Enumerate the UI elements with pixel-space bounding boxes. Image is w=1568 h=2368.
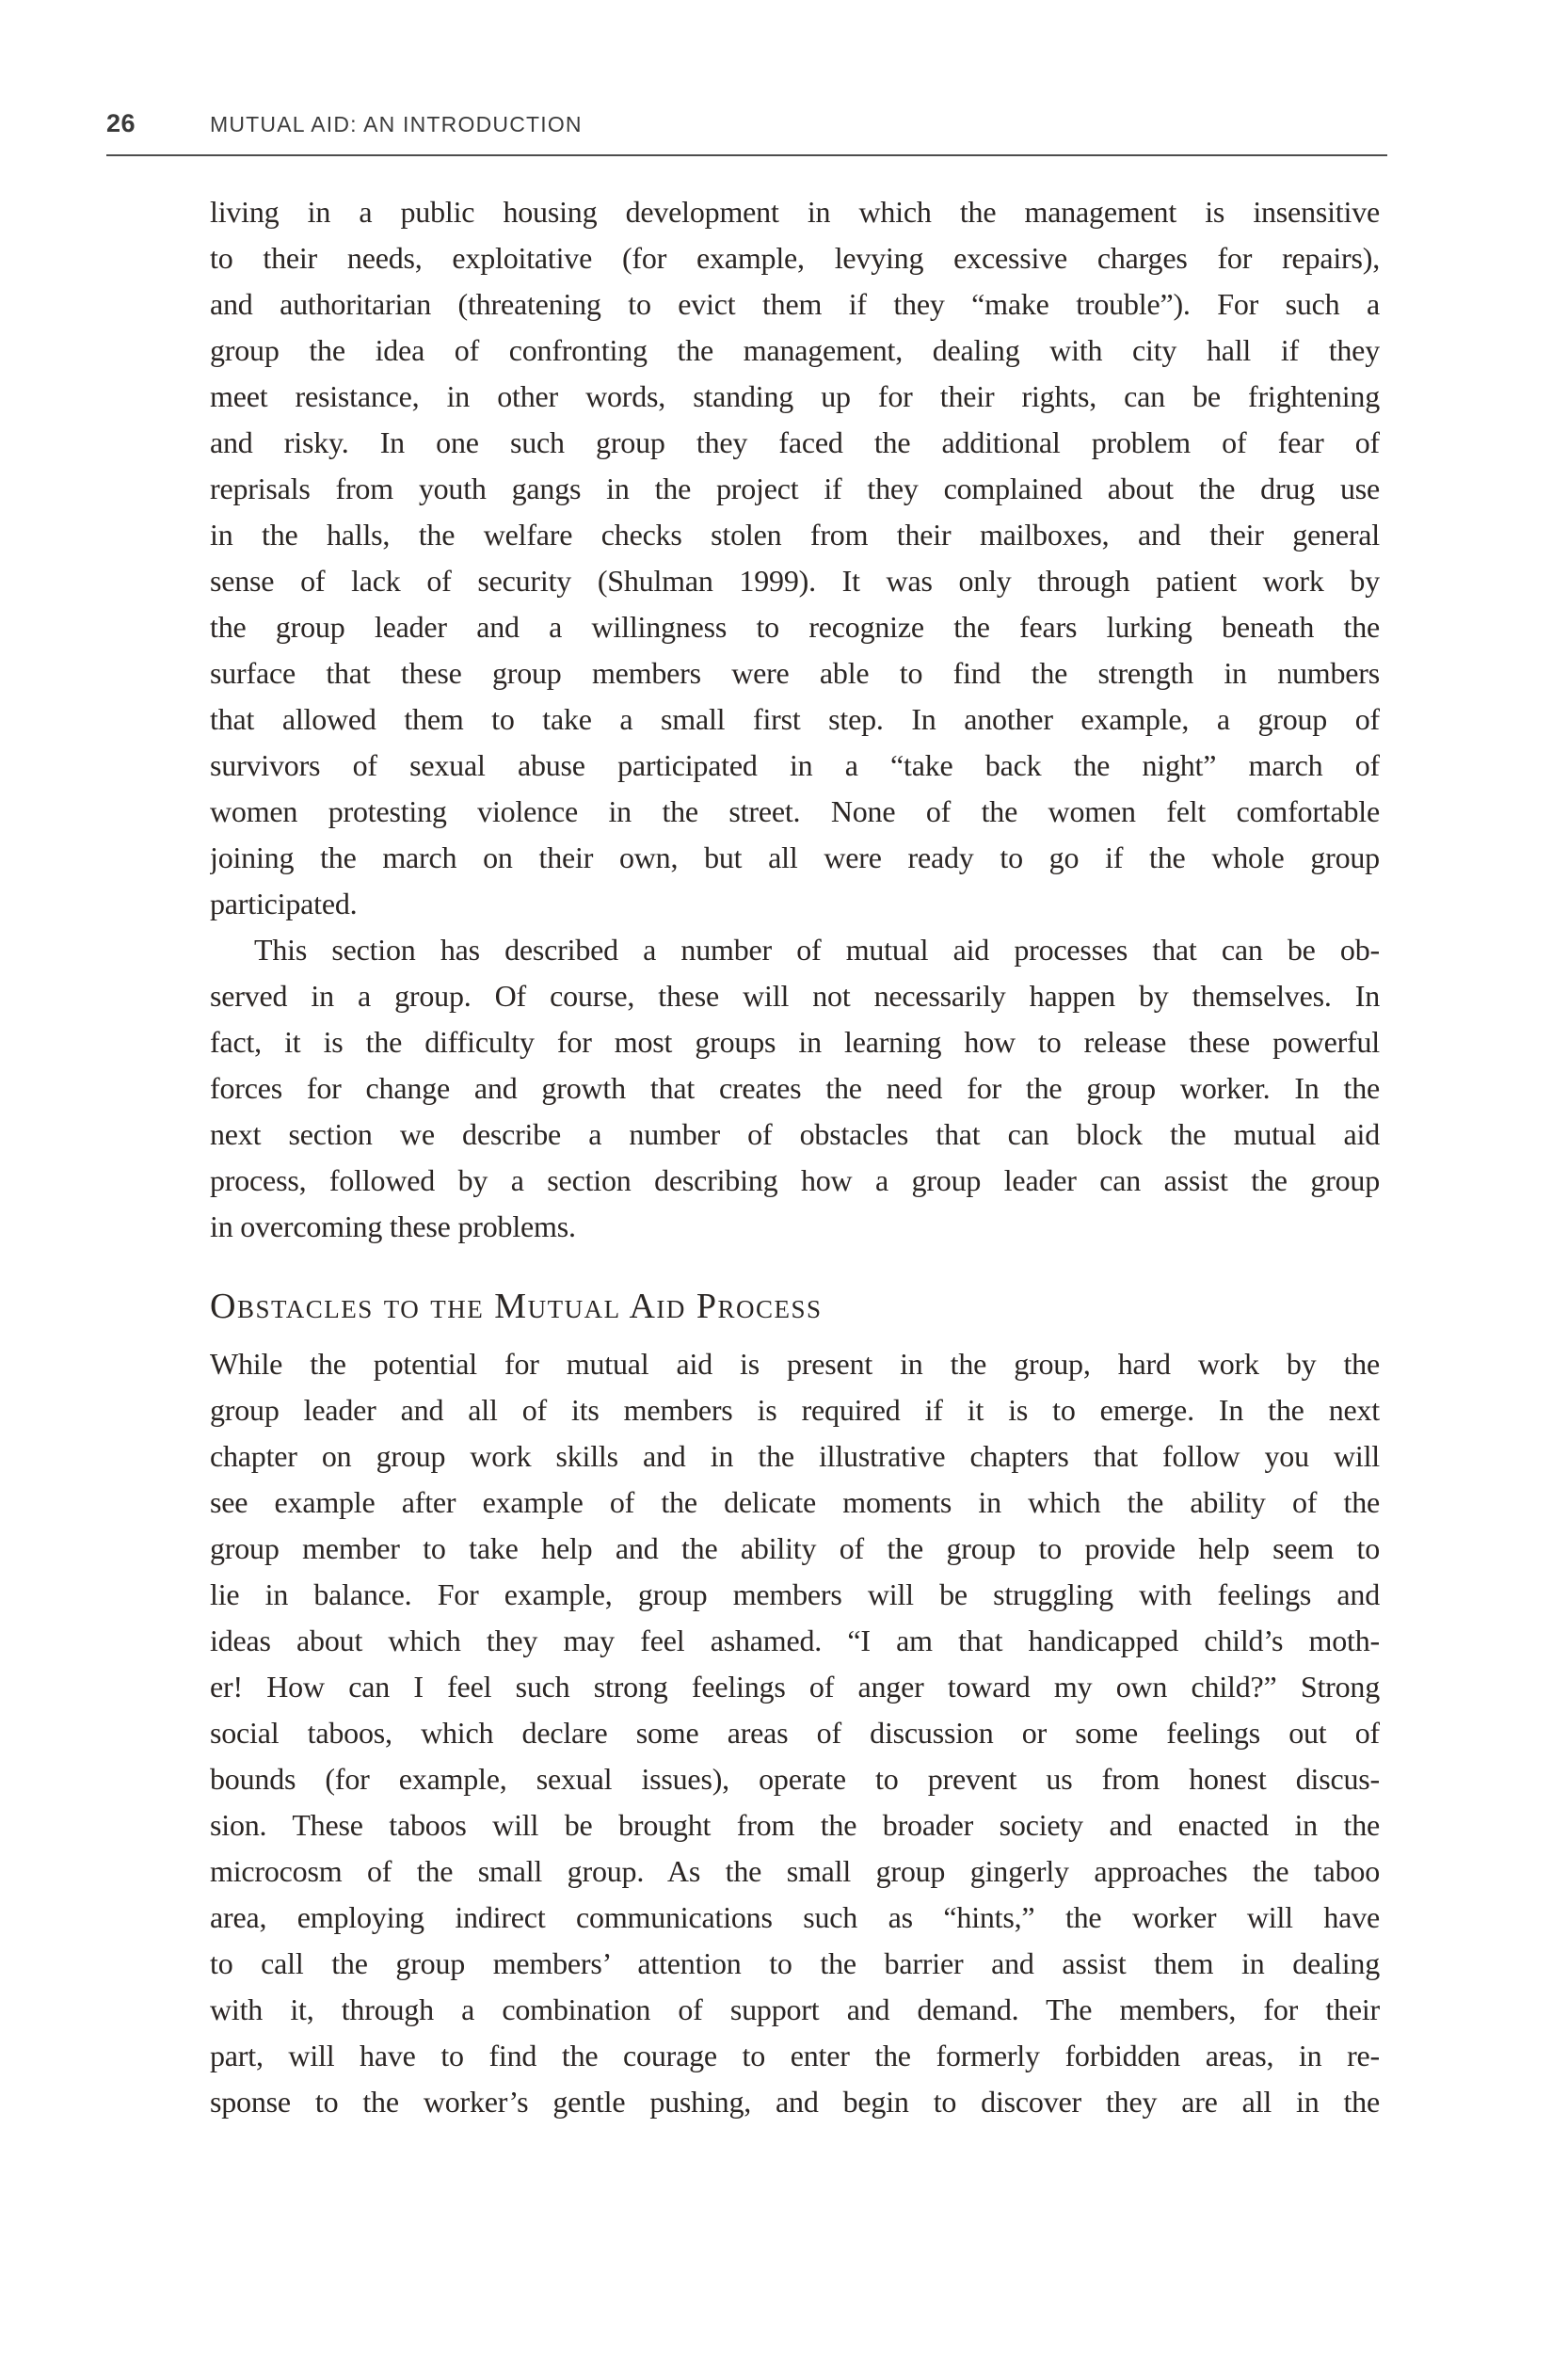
text-line: and risky. In one such group they faced the additional problem of fear of: [210, 425, 1380, 459]
text-line: sion. These taboos will be brought from the broader society and enacted in the: [210, 1808, 1380, 1842]
text-line: bounds (for example, sexual issues), operate to prevent us from honest discus-: [210, 1762, 1380, 1796]
text-line: to their needs, exploitative (for example, levying excessive charges for repairs),: [210, 241, 1380, 275]
page-body-text: [210, 189, 1380, 2125]
text-line: and authoritarian (threatening to evict them if they “make trouble”). For such a: [210, 287, 1380, 321]
text-line: part, will have to find the courage to enter the formerly forbidden areas, in re-: [210, 2039, 1380, 2072]
text-line: er! How can I feel such strong feelings of anger toward my own child?” Strong: [210, 1670, 1380, 1704]
text-line: see example after example of the delicate moments in which the ability of the: [210, 1485, 1380, 1519]
text-line: survivors of sexual abuse participated in a “take back the night” march of: [210, 748, 1380, 782]
text-line: participated.: [210, 887, 358, 920]
text-line: ideas about which they may feel ashamed. “I am that handicapped child’s moth-: [210, 1624, 1380, 1657]
text-line: in the halls, the welfare checks stolen from their mailboxes, and their general: [210, 518, 1380, 552]
text-line: joining the march on their own, but all were ready to go if the whole group: [210, 840, 1380, 874]
section-heading: Obstacles to the Mutual Aid Process: [210, 1287, 823, 1326]
text-line: group the idea of confronting the management, dealing with city hall if they: [210, 333, 1380, 367]
text-line: women protesting violence in the street. None of the women felt comfortable: [210, 794, 1380, 828]
page-number: 26: [106, 109, 136, 137]
text-line: surface that these group members were able to find the strength in numbers: [210, 656, 1380, 690]
running-header: MUTUAL AID: AN INTRODUCTION: [210, 112, 583, 136]
text-line: next section we describe a number of obstacles that can block the mutual aid: [210, 1117, 1380, 1151]
text-line: chapter on group work skills and in the illustrative chapters that follow you will: [210, 1439, 1380, 1473]
text-line: While the potential for mutual aid is present in the group, hard work by the: [210, 1347, 1380, 1381]
text-line: the group leader and a willingness to recognize the fears lurking beneath the: [210, 610, 1380, 644]
text-line: microcosm of the small group. As the small group gingerly approaches the taboo: [210, 1854, 1380, 1888]
text-line: fact, it is the difficulty for most groups in learning how to release these powerful: [210, 1025, 1380, 1059]
text-line: reprisals from youth gangs in the project if they complained about the drug use: [210, 472, 1380, 505]
text-line: group member to take help and the ability of the group to provide help seem to: [210, 1531, 1380, 1565]
text-line: in overcoming these problems.: [210, 1209, 576, 1243]
text-line: that allowed them to take a small first step. In another example, a group of: [210, 702, 1380, 736]
text-line: This section has described a number of mutual aid processes that can be ob-: [254, 933, 1380, 967]
text-line: sponse to the worker’s gentle pushing, and begin to discover they are all in the: [210, 2085, 1380, 2119]
text-line: meet resistance, in other words, standing up for their rights, can be frightening: [210, 379, 1380, 413]
text-line: process, followed by a section describing how a group leader can assist the group: [210, 1163, 1380, 1197]
text-line: with it, through a combination of support and demand. The members, for their: [210, 1992, 1380, 2026]
text-line: group leader and all of its members is required if it is to emerge. In the next: [210, 1393, 1380, 1427]
text-line: sense of lack of security (Shulman 1999). It was only through patient work by: [210, 564, 1380, 598]
text-line: living in a public housing development in which the management is insensitive: [210, 195, 1380, 229]
text-line: lie in balance. For example, group members will be struggling with feelings and: [210, 1577, 1380, 1611]
text-line: forces for change and growth that creates the need for the group worker. In the: [210, 1071, 1380, 1105]
text-line: to call the group members’ attention to the barrier and assist them in dealing: [210, 1946, 1380, 1980]
header-rule-divider: [106, 154, 1387, 156]
text-line: social taboos, which declare some areas of discussion or some feelings out of: [210, 1716, 1380, 1750]
text-line: served in a group. Of course, these will not necessarily happen by themselves. In: [210, 979, 1380, 1013]
text-line: area, employing indirect communications such as “hints,” the worker will have: [210, 1900, 1380, 1934]
